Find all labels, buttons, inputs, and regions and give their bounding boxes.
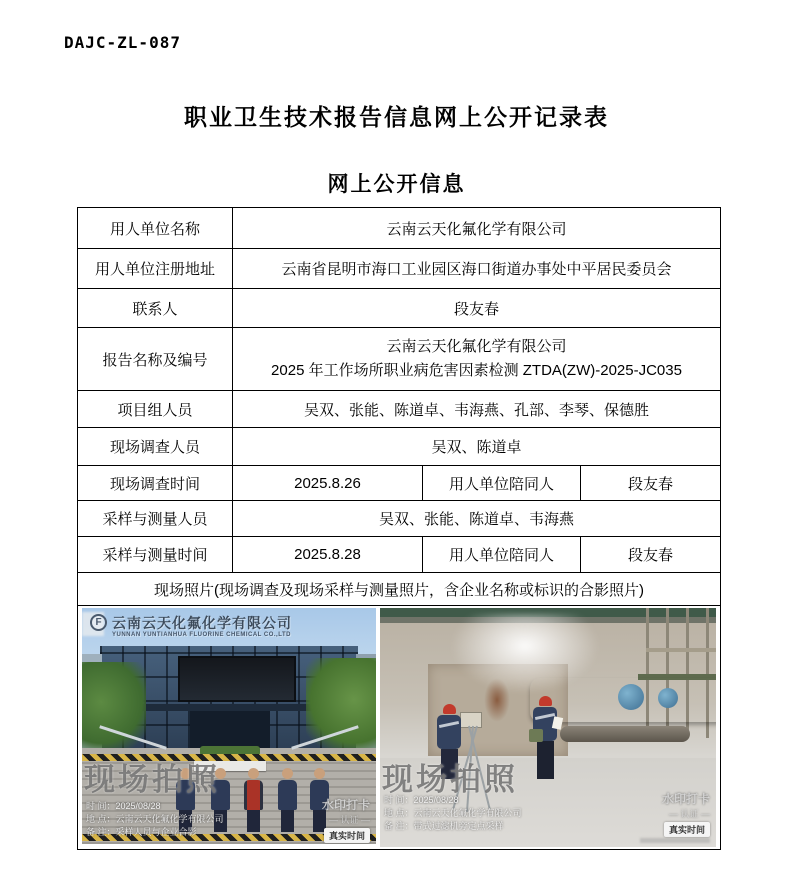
stamp-cert: — 认证 —	[328, 815, 370, 825]
report-number: 2025 年工作场所职业病危害因素检测 ZTDA(ZW)-2025-JC035	[271, 362, 682, 379]
table-row	[78, 208, 721, 249]
roller	[560, 726, 690, 742]
company-sign-en: YUNNAN YUNTIANHUA FLUORINE CHEMICAL CO.,LTD	[112, 632, 291, 638]
stamp-serial	[640, 838, 710, 843]
table-row	[78, 328, 721, 391]
real-time-badge: 真实时间	[664, 822, 710, 837]
pump	[658, 688, 678, 708]
row-label: 报告名称及编号	[78, 328, 233, 391]
stamp-cert: — 认证 —	[669, 809, 711, 819]
watermark-info	[384, 794, 544, 833]
shoulder-bag	[529, 729, 543, 742]
row-label-secondary: 用人单位陪同人	[423, 537, 581, 573]
table-row	[78, 391, 721, 428]
record-table	[77, 207, 721, 850]
led-screen	[178, 656, 296, 702]
table-row	[78, 501, 721, 537]
watermark-stamp	[300, 796, 370, 844]
row-label: 采样与测量人员	[78, 501, 233, 537]
row-label: 现场调查时间	[78, 466, 233, 501]
table-row	[78, 249, 721, 289]
entrance-canopy	[142, 704, 318, 711]
scaffold-rail	[646, 648, 716, 652]
photo-caption: 现场照片(现场调查及现场采样与测量照片，含企业名称或标识的合影照片)	[78, 573, 721, 606]
company-sign-cn: 云南云天化氟化学有限公司	[112, 615, 292, 631]
person-figure	[242, 768, 264, 834]
watermark-note: 备 注：带式过滤机旁定点采样	[384, 821, 504, 831]
site-photo-sampling	[380, 608, 716, 847]
watermark-note: 备 注：采样人员与企业合影	[86, 827, 197, 837]
row-value: 吴双、张能、陈道卓、韦海燕	[233, 501, 721, 537]
row-value: 2025.8.26	[233, 466, 423, 501]
entrance-door	[190, 711, 270, 749]
photo-strip	[82, 608, 716, 847]
watermark-title: 现场拍照	[84, 762, 220, 797]
clipboard-paper	[552, 716, 563, 730]
company-sign	[112, 613, 362, 638]
pump	[618, 684, 644, 710]
table-row	[78, 289, 721, 328]
company-logo-icon: F	[90, 614, 107, 631]
table-row	[78, 466, 721, 501]
worker-figure	[528, 696, 562, 779]
row-value: 云南省昆明市海口工业园区海口街道办事处中平居民委员会	[233, 249, 721, 289]
row-label: 联系人	[78, 289, 233, 328]
real-time-badge: 真实时间	[324, 828, 370, 843]
page-title: 职业卫生技术报告信息网上公开记录表	[184, 104, 609, 130]
watermark-time: 时 间：2025/08/28	[384, 795, 459, 805]
table-row	[78, 537, 721, 573]
report-name: 云南云天化氟化学有限公司	[386, 338, 567, 355]
table-row	[78, 428, 721, 466]
watermark-info	[86, 800, 224, 839]
photo-caption-row	[78, 573, 721, 606]
document-code: DAJC-ZL-087	[64, 33, 181, 52]
row-label: 采样与测量时间	[78, 537, 233, 573]
row-value: 段友春	[233, 289, 721, 328]
watermark-location: 地 点：云南云天化氟化学有限公司	[86, 814, 224, 824]
row-label: 用人单位名称	[78, 208, 233, 249]
row-value	[233, 328, 721, 391]
watermark-stamp	[640, 790, 710, 843]
watermark-location: 地 点：云南云天化氟化学有限公司	[384, 808, 522, 818]
person-figure	[276, 768, 298, 834]
tree	[82, 662, 146, 762]
tree	[306, 658, 376, 762]
photo-row	[78, 606, 721, 850]
row-value: 吴双、张能、陈道卓、韦海燕、孔部、李琴、保德胜	[233, 391, 721, 428]
row-value: 云南云天化氟化学有限公司	[233, 208, 721, 249]
row-value-secondary: 段友春	[581, 466, 721, 501]
stamp-label: 水印打卡	[662, 792, 711, 806]
watermark-title: 现场拍照	[382, 762, 518, 797]
row-value: 吴双、陈道卓	[233, 428, 721, 466]
watermark-time: 时 间：2025/08/28	[86, 801, 161, 811]
site-photo-group	[82, 608, 376, 844]
steam	[450, 614, 600, 694]
row-label: 现场调查人员	[78, 428, 233, 466]
row-value-secondary: 段友春	[581, 537, 721, 573]
row-label: 项目组人员	[78, 391, 233, 428]
row-label: 用人单位注册地址	[78, 249, 233, 289]
stamp-label: 水印打卡	[321, 798, 370, 812]
row-value: 2025.8.28	[233, 537, 423, 573]
row-label-secondary: 用人单位陪同人	[423, 466, 581, 501]
page-subtitle: 网上公开信息	[327, 173, 466, 196]
